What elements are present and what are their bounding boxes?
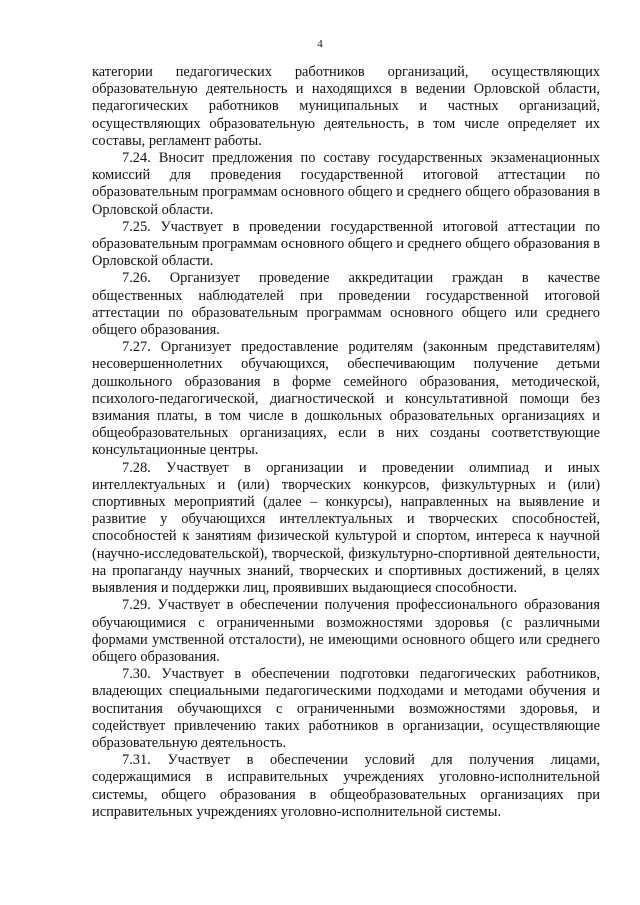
- paragraph-7-27: 7.27. Организует предоставление родителям (законным представителям) несовершеннолетних обучающихся, обеспечивающим получение детьми дошкольного образования в форме семейного образования, методической, психолого-педагогической, диагностической и консультативной помощи без взимания платы, в том числе в дошкольных образовательных организациях и общеобразовательных организациях, если в них созданы соответствующие консультационные центры.: [92, 339, 600, 459]
- paragraph-7-25: 7.25. Участвует в проведении государственной итоговой аттестации по образовательным программам основного общего и среднего общего образования в Орловской области.: [92, 218, 600, 270]
- paragraph-7-28: 7.28. Участвует в организации и проведении олимпиад и иных интеллектуальных и (или) творческих конкурсов, физкультурных и (или) спортивных мероприятий (далее – конкурсы), направленных на выявление и развитие у обучающихся интеллектуальных и творческих способностей, способностей к занятиям физической культурой и спортом, интереса к научной (научно-исследовательской), творческой, физкультурно-спортивной деятельности, на пропаганду научных знаний, творческих и спортивных достижений, в целях выявления и поддержки лиц, проявивших выдающиеся способности.: [92, 459, 600, 597]
- document-body: [92, 64, 600, 821]
- paragraph-7-29: 7.29. Участвует в обеспечении получения профессионального образования обучающимися с ограниченными возможностями здоровья (с различными формами умственной отсталости), не имеющими основного общего или среднего общего образования.: [92, 597, 600, 665]
- paragraph-7-31: 7.31. Участвует в обеспечении условий для получения лицами, содержащимися в исправительных учреждениях уголовно-исполнительной системы, общего образования в общеобразовательных организациях при исправительных учреждениях уголовно-исполнительной системы.: [92, 752, 600, 820]
- paragraph-continuation: категории педагогических работников организаций, осуществляющих образовательную деятельность и находящихся в ведении Орловской области, педагогических работников муниципальных и частных организаций, осуществляющих образовательную деятельность, в том числе определяет их составы, регламент работы.: [92, 64, 600, 149]
- paragraph-7-26: 7.26. Организует проведение аккредитации граждан в качестве общественных наблюдателей при проведении государственной итоговой аттестации по образовательным программам основного общего или среднего общего образования.: [92, 270, 600, 339]
- paragraph-7-24: 7.24. Вносит предложения по составу государственных экзаменационных комиссий для проведения государственной итоговой аттестации по образовательным программам основного общего и среднего общего образования в Орловской области.: [92, 150, 600, 218]
- paragraph-7-30: 7.30. Участвует в обеспечении подготовки педагогических работников, владеющих специальными педагогическими подходами и методами обучения и воспитания обучающихся с ограниченными возможностями здоровья, и содействует привлечению таких работников в организации, осуществляющие образовательную деятельность.: [92, 666, 600, 751]
- page-number: 4: [317, 38, 323, 50]
